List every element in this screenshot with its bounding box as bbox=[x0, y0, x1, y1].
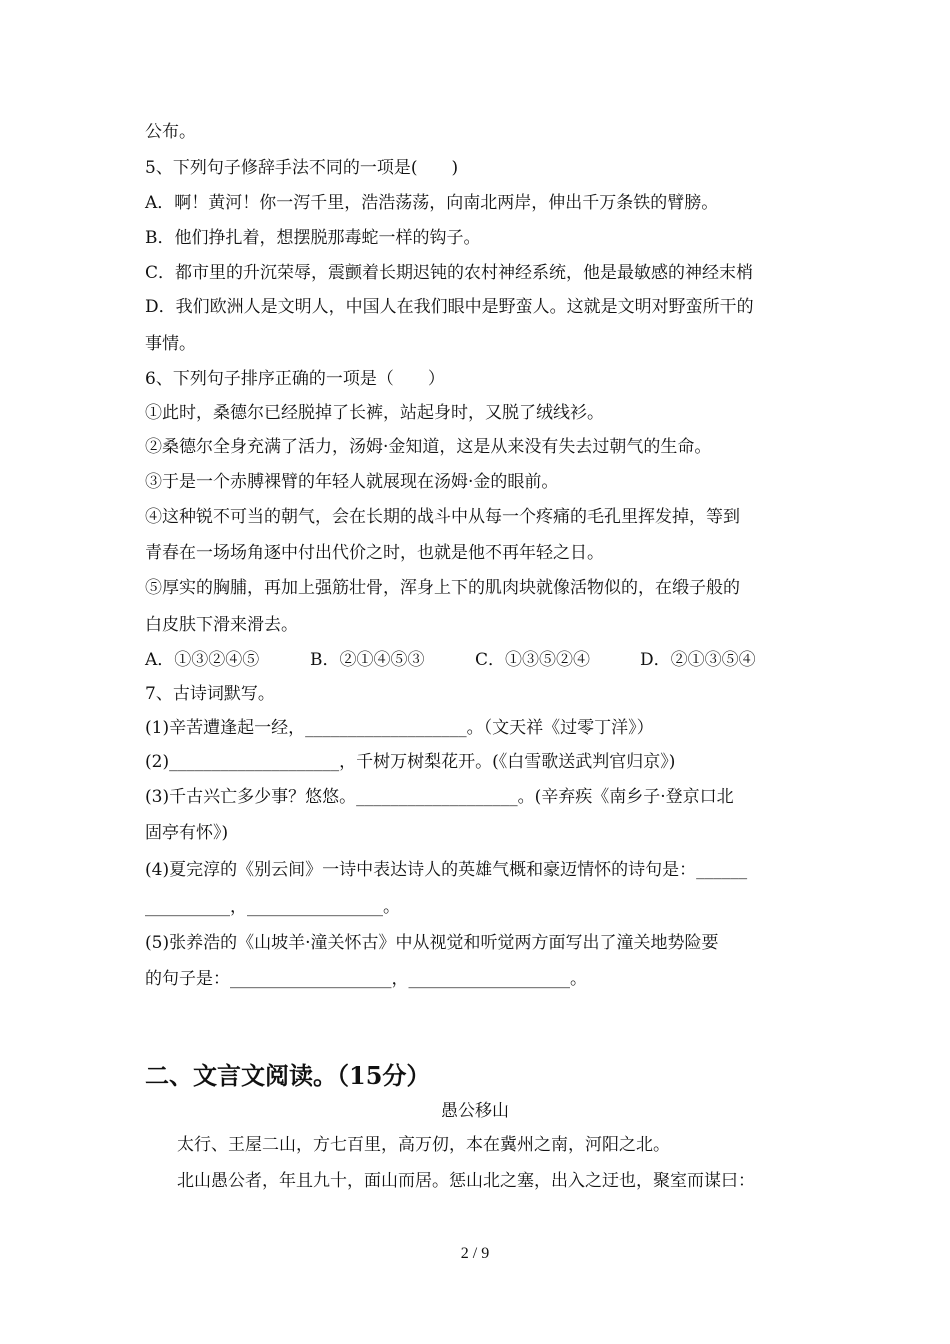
poem-2: (2)____________________，千树万树梨花开。(《白雪歌送武判官归京》) bbox=[145, 752, 676, 772]
poem-5: (5)张养浩的《山坡羊·潼关怀古》中从视觉和听觉两方面写出了潼关地势险要 bbox=[145, 933, 719, 953]
option-6a: A．①③②④⑤ bbox=[145, 650, 260, 670]
poem-5-cont: 的句子是：___________________，___________________。 bbox=[145, 969, 587, 989]
option-6c: C．①③⑤②④ bbox=[475, 650, 591, 670]
passage-paragraph-1: 太行、王屋二山，方七百里，高万仞，本在冀州之南，河阳之北。 bbox=[177, 1135, 670, 1155]
option-5b: B．他们挣扎着，想摆脱那毒蛇一样的钩子。 bbox=[145, 228, 481, 248]
options-6 bbox=[145, 649, 815, 671]
poem-3-cont: 固亭有怀》) bbox=[145, 823, 229, 843]
sentence-3: ③于是一个赤膊裸臂的年轻人就展现在汤姆·金的眼前。 bbox=[145, 472, 559, 492]
option-5d: D．我们欧洲人是文明人，中国人在我们眼中是野蛮人。这就是文明对野蛮所干的 bbox=[145, 297, 754, 317]
poem-4: (4)夏完淳的《别云间》一诗中表达诗人的英雄气概和豪迈情怀的诗句是：______ bbox=[145, 860, 748, 880]
poem-3: (3)千古兴亡多少事？悠悠。___________________。(辛弃疾《南乡子·登京口北 bbox=[145, 787, 734, 807]
text-line: 公布。 bbox=[145, 122, 196, 142]
option-6d: D．②①③⑤④ bbox=[640, 650, 756, 670]
sentence-2: ②桑德尔全身充满了活力，汤姆·金知道，这是从来没有失去过朝气的生命。 bbox=[145, 437, 712, 457]
passage-title: 愚公移山 bbox=[441, 1101, 509, 1121]
sentence-4: ④这种锐不可当的朝气，会在长期的战斗中从每一个疼痛的毛孔里挥发掉，等到 bbox=[145, 507, 740, 527]
option-5d-cont: 事情。 bbox=[145, 334, 196, 354]
sentence-4-cont: 青春在一场场角逐中付出代价之时，也就是他不再年轻之日。 bbox=[145, 543, 604, 563]
question-7: 7、古诗词默写。 bbox=[145, 684, 275, 704]
option-5a: A．啊！黄河！你一泻千里，浩浩荡荡，向南北两岸，伸出千万条铁的臂膀。 bbox=[145, 193, 719, 213]
page-number: 2 / 9 bbox=[460, 1245, 490, 1262]
question-6: 6、下列句子排序正确的一项是（ ） bbox=[145, 369, 445, 389]
passage-paragraph-2: 北山愚公者，年且九十，面山而居。惩山北之塞，出入之迂也，聚室而谋曰： bbox=[177, 1171, 755, 1191]
option-6b: B．②①④⑤③ bbox=[310, 650, 425, 670]
poem-4-cont: __________，________________。 bbox=[145, 897, 400, 917]
question-5: 5、下列句子修辞手法不同的一项是( ) bbox=[145, 158, 459, 178]
option-5c: C．都市里的升沉荣辱，震颤着长期迟钝的农村神经系统，他是最敏感的神经末梢 bbox=[145, 263, 754, 283]
sentence-1: ①此时，桑德尔已经脱掉了长裤，站起身时，又脱了绒线衫。 bbox=[145, 403, 604, 423]
section-2-title: 二、文言文阅读。（15分） bbox=[145, 1061, 431, 1090]
sentence-5: ⑤厚实的胸脯，再加上强筋壮骨，浑身上下的肌肉块就像活物似的，在缎子般的 bbox=[145, 578, 740, 598]
poem-1: (1)辛苦遭逢起一经，___________________。（文天祥《过零丁洋》） bbox=[145, 718, 654, 738]
sentence-5-cont: 白皮肤下滑来滑去。 bbox=[145, 615, 298, 635]
